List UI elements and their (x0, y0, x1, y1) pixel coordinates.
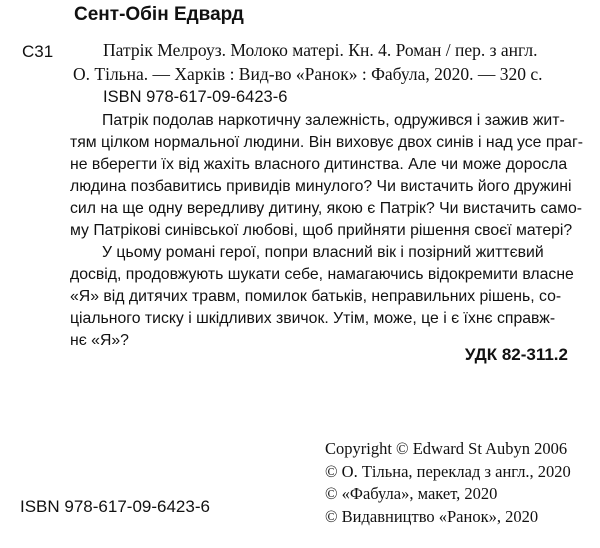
description-paragraph-2 (70, 242, 590, 352)
description-line: му Патрікові синівської любові, щоб прийняти рішення своєї матері? (70, 222, 573, 239)
isbn-top: ISBN 978-617-09-6423-6 (103, 88, 288, 106)
bibliographic-line-1: Патрік Мелроуз. Молоко матері. Кн. 4. Роман / пер. з англ. (103, 40, 538, 60)
classification-code: С31 (22, 42, 54, 61)
description-line: «Я» від дитячих травм, помилок батьків, неправильних рішень, со- (70, 288, 562, 305)
copyright-line: © Видавництво «Ранок», 2020 (325, 506, 539, 526)
bibliographic-line-2: О. Тільна. — Харків : Вид-во «Ранок» : Фабула, 2020. — 320 с. (73, 64, 543, 84)
description-line: досвід, продовжують шукати себе, намагаючись відокремити власне (70, 266, 574, 283)
book-description (70, 110, 590, 352)
bibliographic-record (73, 38, 543, 86)
description-line: сил на ще одну вередливу дитину, якою є Патрік? Чи вистачить само- (70, 200, 582, 217)
description-line: тям цілком нормальної людини. Він виховує двох синів і над усе праг- (70, 134, 583, 151)
description-line: У цьому романі герої, попри власний вік і позірний життєвий (102, 244, 544, 261)
description-line: Патрік подолав наркотичну залежність, одружився і зажив жит- (102, 112, 565, 129)
description-line: не вберегти їх від жахіть власного дитинства. Але чи може доросла (70, 156, 568, 173)
isbn-bottom: ISBN 978-617-09-6423-6 (20, 497, 210, 516)
description-line: нє «Я»? (70, 332, 129, 349)
copyright-line: © О. Тільна, переклад з англ., 2020 (325, 461, 571, 481)
udk-code: УДК 82-311.2 (464, 345, 568, 364)
author-name: Сент-Обін Едвард (74, 4, 244, 25)
description-paragraph-1 (70, 110, 590, 242)
description-line: людина позбавитись привидів минулого? Чи вистачить його дружині (70, 178, 572, 195)
description-line: ціального тиску і шкідливих звичок. Утім, може, це і є їхнє справж- (70, 310, 556, 327)
copyright-line: Copyright © Edward St Aubyn 2006 (325, 439, 568, 458)
copyright-line: © «Фабула», макет, 2020 (325, 484, 498, 503)
copyright-block (325, 438, 571, 528)
